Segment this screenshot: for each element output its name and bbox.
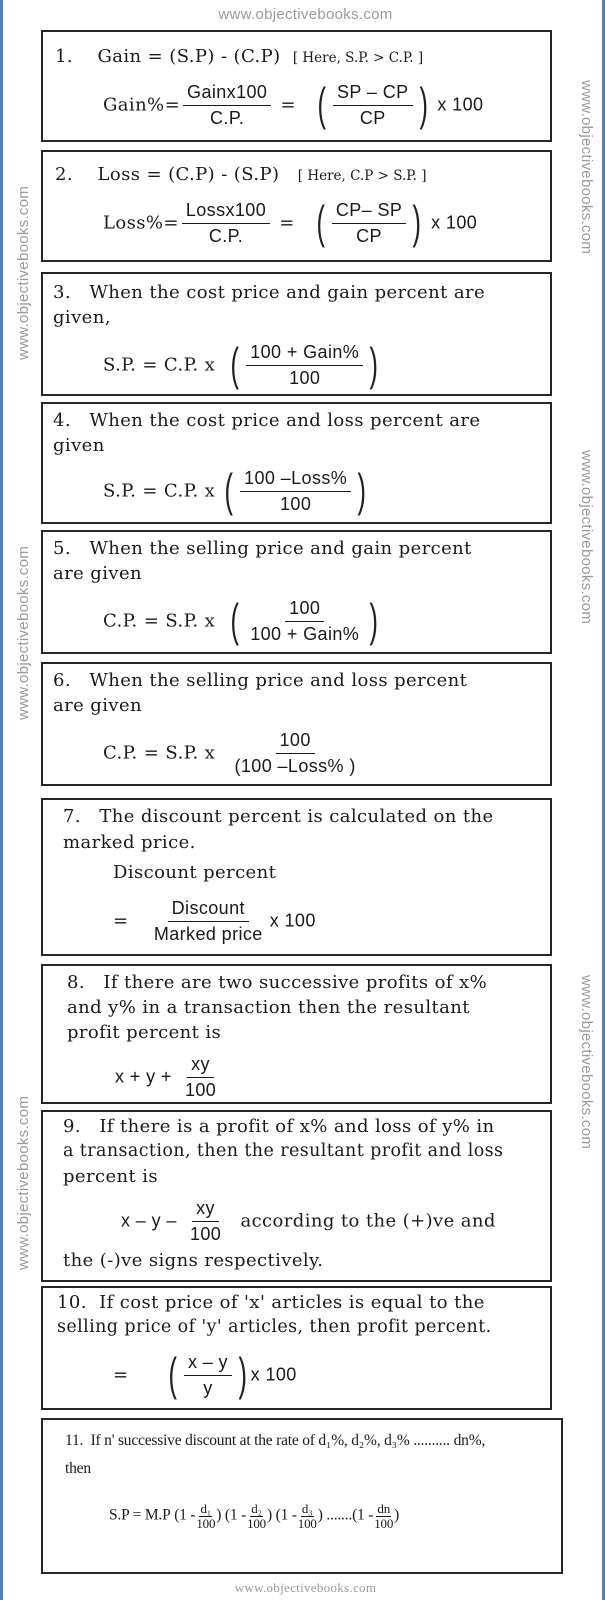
formula-5-text-2: are given bbox=[53, 563, 143, 584]
watermark-top: www.objectivebooks.com bbox=[218, 6, 393, 23]
formula-box-11 bbox=[41, 1418, 563, 1574]
formula-10-text-2: selling price of 'y' articles, then profit percent. bbox=[57, 1317, 492, 1337]
formula-8-equation: x + y + $\frac{xy}{100}$ bbox=[115, 1054, 217, 1100]
formula-7-label: Discount percent bbox=[113, 862, 277, 883]
formula-box-1 bbox=[41, 30, 552, 142]
watermark-left-1: www.objectivebooks.com bbox=[15, 185, 32, 360]
formula-3-text-2: given, bbox=[53, 307, 111, 328]
formula-box-7 bbox=[41, 798, 552, 956]
formula-5-text-1: 5. When the selling price and gain percent bbox=[53, 538, 472, 559]
formula-9-text-4: the (-)ve signs respectively. bbox=[63, 1250, 324, 1271]
formula-1-note: [ Here, S.P. > C.P. ] bbox=[292, 50, 424, 66]
formula-9-equation: x – y – $\frac{xy}{100}$ according to the (+)ve and bbox=[121, 1198, 496, 1244]
formula-4-equation: S.P. = C.P. x ( $\frac{\text{100 –Loss\%}}{100}$ ) bbox=[103, 463, 367, 516]
formula-box-4 bbox=[41, 402, 552, 524]
formula-6-equation: C.P. = S.P. x $\frac{100}{\text{(100 –Loss\% )}}$ bbox=[103, 730, 356, 776]
watermark-right-3: www.objectivebooks.com bbox=[578, 975, 595, 1150]
formula-7-text-2: marked price. bbox=[63, 832, 196, 853]
formula-9-text-2: a transaction, then the resultant profit and loss bbox=[63, 1141, 504, 1161]
formula-9-text-1: 9. If there is a profit of x% and loss of y% in bbox=[63, 1116, 495, 1137]
formula-1-title: 1. Gain = (S.P) - (C.P) [ Here, S.P. > C.P. ] bbox=[55, 46, 424, 67]
formula-3-equation: S.P. = C.P. x ( $\frac{\text{100 + Gain\%}}{100}$ ) bbox=[103, 337, 379, 390]
watermark-left-2: www.objectivebooks.com bbox=[15, 545, 32, 720]
formula-box-5 bbox=[41, 530, 552, 654]
formula-8-text-1: 8. If there are two successive profits of x% bbox=[67, 972, 488, 993]
formula-box-9 bbox=[41, 1110, 552, 1282]
formula-5-equation: C.P. = S.P. x ( $\frac{100}{\text{100 + Gain\%}}$ ) bbox=[103, 593, 379, 646]
formula-4-text-2: given bbox=[53, 435, 105, 456]
formula-10-text-1: 10. If cost price of 'x' articles is equal to the bbox=[57, 1292, 485, 1313]
watermark-bottom: www.objectivebooks.com bbox=[234, 1580, 377, 1595]
formula-9-text-3: percent is bbox=[63, 1166, 159, 1187]
formula-box-6 bbox=[41, 662, 552, 786]
formula-10-equation: = ( $\frac{x - y}{y}$ ) x 100 bbox=[113, 1347, 297, 1400]
formula-11-text-2: then bbox=[65, 1460, 91, 1477]
watermark-left-3: www.objectivebooks.com bbox=[15, 1095, 32, 1270]
formula-3-text-1: 3. When the cost price and gain percent are bbox=[53, 282, 486, 303]
formula-box-2 bbox=[41, 150, 552, 262]
formula-2-equation: Loss%= $\frac{\text{Lossx100}}{C.P.}$ = ( $\frac{CP- SP}{CP}$ ) x 100 bbox=[103, 195, 478, 248]
formula-11-text-1: 11. If n' successive discount at the rate of d₁%, d₂%, d₃% .......... dn%, bbox=[65, 1432, 486, 1449]
watermark-right-1: www.objectivebooks.com bbox=[578, 80, 595, 255]
formula-2-note: [ Here, C.P > S.P. ] bbox=[297, 168, 427, 184]
formula-4-text-1: 4. When the cost price and loss percent are bbox=[53, 410, 481, 431]
formula-8-text-3: profit percent is bbox=[67, 1022, 222, 1043]
formula-8-text-2: and y% in a transaction then the resultant bbox=[67, 997, 470, 1018]
formula-2-title: 2. Loss = (C.P) - (S.P) [ Here, C.P > S.P. ] bbox=[55, 164, 427, 185]
formula-11-equation: S.P = M.P (1 - $\frac{\text{d₁}}{100}$ ) (1 - $\frac{\text{d₂}}{100}$ ) (1 - $\frac{\text{d₃}}{100}$ ) .......(1 - $\frac{dn}{100}$ ) bbox=[109, 1501, 400, 1531]
formula-6-text-2: are given bbox=[53, 695, 143, 716]
formula-box-8 bbox=[41, 964, 552, 1104]
formula-6-text-1: 6. When the selling price and loss percent bbox=[53, 670, 468, 691]
formula-7-equation: = $\frac{\text{Discount}}{\text{Marked price}}$ x 100 bbox=[113, 898, 316, 944]
watermark-right-2: www.objectivebooks.com bbox=[578, 450, 595, 625]
formula-1-equation: Gain%= $\frac{\text{Gainx100}}{C.P.}$ = ( $\frac{SP - CP}{CP}$ ) x 100 bbox=[103, 77, 484, 130]
formula-7-text-1: 7. The discount percent is calculated on the bbox=[63, 806, 494, 827]
formula-box-3 bbox=[41, 272, 552, 396]
formula-box-10 bbox=[41, 1286, 552, 1410]
